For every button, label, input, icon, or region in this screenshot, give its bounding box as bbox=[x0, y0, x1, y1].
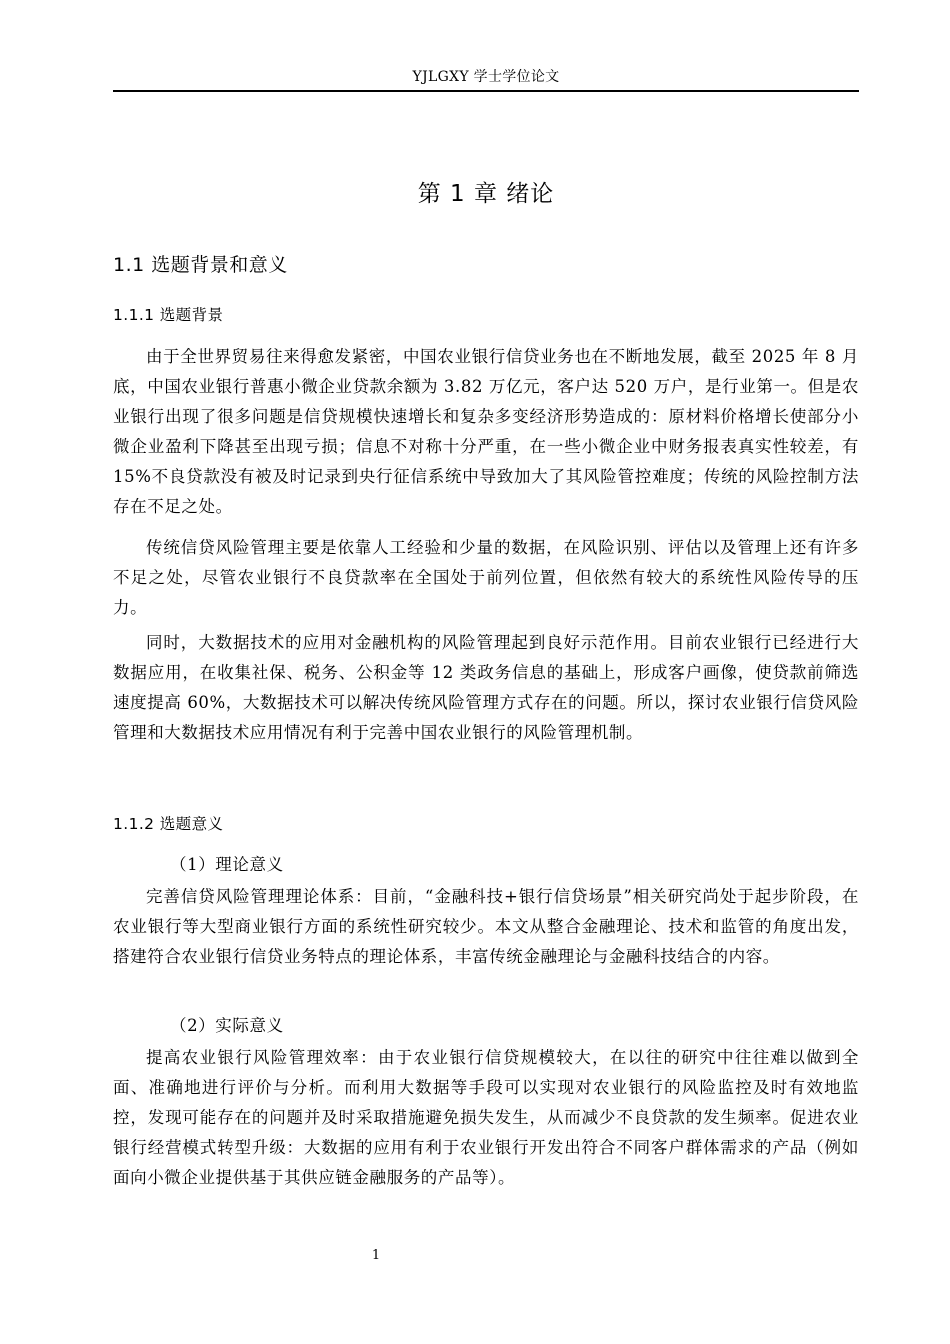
background-paragraph-1: 由于全世界贸易往来得愈发紧密，中国农业银行信贷业务也在不断地发展，截至 2025 年 8 月底，中国农业银行普惠小微企业贷款余额为 3.82 万亿元，客户达 520 万户，是行业第一。但是农业银行出现了很多问题是信贷规模快速增长和复杂多变经济形势造成的：原材料价格增长使部分小微企业盈利下降甚至出现亏损；信息不对称十分严重，在一些小微企业中财务报表真实性较差，有 15%不良贷款没有被及时记录到央行征信系统中导致加大了其风险管控难度；传统的风险控制方法存在不足之处。 bbox=[113, 347, 859, 516]
theory-significance-paragraph: 完善信贷风险管理理论体系：目前，“金融科技+银行信贷场景”相关研究尚处于起步阶段，在农业银行等大型商业银行方面的系统性研究较少。本文从整合金融理论、技术和监管的角度出发，搭建符合农业银行信贷业务特点的理论体系，丰富传统金融理论与金融科技结合的内容。 bbox=[113, 887, 859, 966]
practical-significance-label: （2）实际意义 bbox=[170, 1016, 284, 1035]
page-number: 1 bbox=[371, 1248, 381, 1263]
header-rule bbox=[113, 90, 859, 92]
section-heading-1-1: 1.1 选题背景和意义 bbox=[113, 254, 288, 276]
chapter-title: 第 1 章 绪论 bbox=[417, 181, 555, 207]
background-paragraph-2: 传统信贷风险管理主要是依靠人工经验和少量的数据，在风险识别、评估以及管理上还有许多不足之处，尽管农业银行不良贷款率在全国处于前列位置，但依然有较大的系统性风险传导的压力。 bbox=[113, 538, 859, 617]
background-paragraph-3: 同时，大数据技术的应用对金融机构的风险管理起到良好示范作用。目前农业银行已经进行大数据应用，在收集社保、税务、公积金等 12 类政务信息的基础上，形成客户画像，使贷款前筛选速度提高 60%，大数据技术可以解决传统风险管理方式存在的问题。所以，探讨农业银行信贷风险管理和大数据技术应用情况有利于完善中国农业银行的风险管理机制。 bbox=[113, 633, 859, 742]
subsection-heading-1-1-2: 1.1.2 选题意义 bbox=[113, 815, 224, 833]
subsection-heading-1-1-1: 1.1.1 选题背景 bbox=[113, 306, 224, 324]
practical-significance-paragraph: 提高农业银行风险管理效率：由于农业银行信贷规模较大，在以往的研究中往往难以做到全面、准确地进行评价与分析。而利用大数据等手段可以实现对农业银行的风险监控及时有效地监控，发现可能存在的问题并及时采取措施避免损失发生，从而减少不良贷款的发生频率。促进农业银行经营模式转型升级：大数据的应用有利于农业银行开发出符合不同客户群体需求的产品（例如面向小微企业提供基于其供应链金融服务的产品等）。 bbox=[113, 1048, 859, 1187]
theory-significance-label: （1）理论意义 bbox=[170, 855, 284, 874]
running-header: YJLGXY 学士学位论文 bbox=[412, 69, 560, 85]
